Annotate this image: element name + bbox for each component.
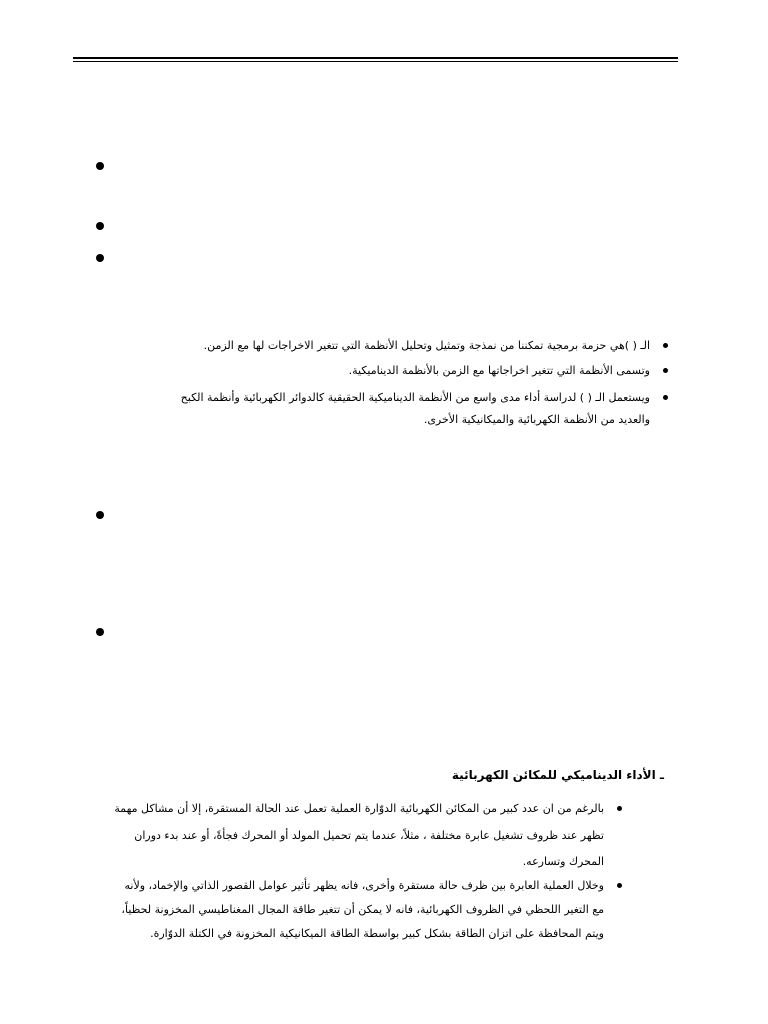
bullet-dot [663,368,668,373]
paragraph-line: المحرك وتسارعه. [522,855,604,868]
empty-bullet [96,254,104,262]
paragraph-line: وتسمى الأنظمة التي تتغير اخراجاتها مع الزمن بالأنظمة الديناميكية. [348,364,650,377]
header-rule-thin [73,61,678,62]
list-item [50,361,650,380]
bullet-dot [663,395,668,400]
header-rule-thick [73,57,678,59]
paragraph-line: مع التغير اللحظي في الظروف الكهربائية، فانه لا يمكن أن تتغير طاقة المجال المغناطيسي المخزونة لحظياً، [121,903,604,916]
list-item [72,796,604,876]
bullet-dot [663,343,668,348]
paragraph-line: ويستعمل الـ ( ) لدراسة أداء مدى واسع من الأنظمة الديناميكية الحقيقية كالدوائر الكهربائية وأنظمة الكبح [180,391,650,404]
list-item [50,336,650,355]
list-item [72,388,650,429]
paragraph-line: الـ ( )هي حزمة برمجية تمكننا من نمذجة وتمثيل وتحليل الأنظمة التي تتغير الاخراجات لها مع الزمن. [203,339,650,352]
bullet-dot [617,806,622,811]
empty-bullet [96,628,104,636]
paragraph-line: وخلال العملية العابرة بين ظرف حالة مستقرة وأخرى، فانه يظهر تأثير عوامل القصور الذاتي والإخماد، ولأنه [124,879,604,892]
list-item [72,874,604,946]
paragraph-line: بالرغم من ان عدد كبير من المكائن الكهربائية الدوّارة العملية تعمل عند الحالة المستقرة، إلا أن مشاكل مهمة [114,802,604,815]
empty-bullet [96,511,104,519]
paragraph-line: ويتم المحافظة على اتزان الطاقة بشكل كبير بواسطة الطاقة الميكانيكية المخزونة في الكتلة الدوّارة. [150,927,604,940]
paragraph-line: والعديد من الأنظمة الكهربائية والميكانيكية الأخرى. [423,413,650,426]
empty-bullet [96,162,104,170]
bullet-dot [617,883,622,888]
paragraph-line: تظهر عند ظروف تشغيل عابرة مختلفة ، مثلاً، عندما يتم تحميل المولد أو المحرك فجأةً، أو عند بدء دوران [134,828,604,842]
section-heading: ـ الأداء الديناميكي للمكائن الكهربائية [451,768,664,782]
empty-bullet [96,222,104,230]
